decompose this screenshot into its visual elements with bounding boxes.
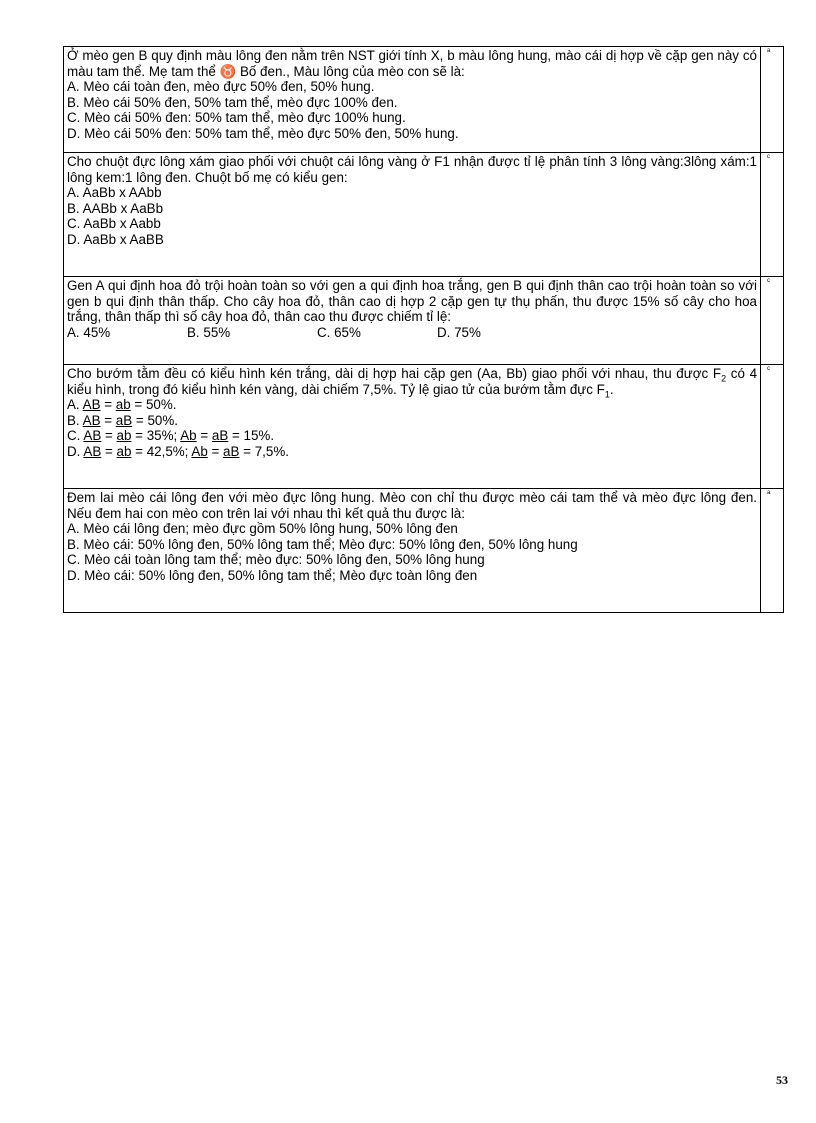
option: B. AABb x AaBb — [67, 200, 164, 216]
option: A. Mèo cái toàn đen, mèo đực 50% đen, 50% hung. — [67, 79, 375, 95]
option: D. 75% — [437, 324, 481, 340]
option: D. AB = ab = 42,5%; Ab = aB = 7,5%. — [67, 443, 289, 459]
answer-cell — [761, 153, 784, 277]
question-cell — [64, 489, 761, 613]
option: D. AaBb x AaBB — [67, 231, 164, 247]
question-row — [64, 153, 784, 277]
option: B. AB = aB = 50%. — [67, 412, 178, 428]
option: C. 65% — [317, 324, 361, 340]
options-row — [67, 325, 757, 341]
option: C. AaBb x Aabb — [67, 216, 161, 232]
question-stem: Gen A qui định hoa đỏ trội hoàn toàn so với gen a qui định hoa trắng, gen B qui định thân cao trội hoàn toàn so với gen b qui định thân thấp. Cho cây hoa đỏ, thân cao dị hợp 2 cặp gen tự thụ phấn, thu được 15% số cây cho hoa trắng, thân thấp thì số cây hoa đỏ, thân cao thu được chiếm tỉ lệ: — [67, 278, 757, 325]
question-table — [63, 46, 784, 613]
answer-cell — [761, 277, 784, 365]
answer-key: c — [767, 154, 770, 160]
question-row — [64, 277, 784, 365]
option: B. Mèo cái: 50% lông đen, 50% lông tam thể; Mèo đực: 50% lông đen, 50% lông hung — [67, 536, 578, 552]
option: B. Mèo cái 50% đen, 50% tam thể, mèo đực 100% đen. — [67, 94, 398, 110]
option: A. Mèo cái lông đen; mèo đực gồm 50% lông hung, 50% lông đen — [67, 521, 458, 537]
option: C. AB = ab = 35%; Ab = aB = 15%. — [67, 428, 275, 444]
option: A. 45% — [67, 324, 111, 340]
question-stem: Cho bướm tằm đều có kiểu hình kén trắng, dài dị hợp hai cặp gen (Aa, Bb) giao phối với nhau, thu được $F_2$ có 4 kiểu hình, trong đó kiểu hình kén vàng, dài chiếm 7,5%. Tỷ lệ giao tử của bướm tằm đực $F_1$. — [67, 366, 758, 400]
page-number: 53 — [776, 1073, 788, 1087]
question-row — [64, 489, 784, 613]
question-stem: Cho chuột đực lông xám giao phối với chuột cái lông vàng ở F1 nhận được tỉ lệ phân tính 3 lông vàng:3lông xám:1 lông kem:1 lông đen. Chuột bố mẹ có kiểu gen: — [67, 154, 757, 185]
option: C. Mèo cái toàn lông tam thể; mèo đực: 50% lông đen, 50% lông hung — [67, 552, 485, 568]
question-cell — [64, 277, 761, 365]
question-stem: Ở mèo gen B quy định màu lông đen nằm trên NST giới tính X, b màu lông hung, mào cái dị hợp về cặp gen này có màu tam thể. Mẹ tam thể ♉ Bố đen., Màu lông của mèo con sẽ là: — [67, 48, 757, 79]
answer-key: c — [767, 278, 770, 284]
question-cell — [64, 47, 761, 153]
option: C. Mèo cái 50% đen: 50% tam thể, mèo đực 100% hung. — [67, 110, 406, 126]
answer-key: c — [767, 366, 770, 372]
answer-key: a — [767, 48, 771, 54]
question-cell — [64, 153, 761, 277]
option: D. Mèo cái: 50% lông đen, 50% lông tam thể; Mèo đực toàn lông đen — [67, 567, 478, 583]
question-row — [64, 47, 784, 153]
question-cell — [64, 365, 761, 489]
answer-cell — [761, 489, 784, 613]
option: A. AaBb x AAbb — [67, 185, 162, 201]
option: B. 55% — [187, 324, 231, 340]
question-stem: Đem lai mèo cái lông đen với mèo đực lông hung. Mèo con chỉ thu được mèo cái tam thể và mèo đực lông đen. Nếu đem hai con mèo con trên lai với nhau thì kết quả thu được là: — [67, 490, 757, 521]
option: A. AB = ab = 50%. — [67, 397, 177, 413]
question-row — [64, 365, 784, 489]
answer-cell — [761, 47, 784, 153]
answer-key: a — [767, 490, 771, 496]
answer-cell — [761, 365, 784, 489]
option: D. Mèo cái 50% đen: 50% tam thể, mèo đực 50% đen, 50% hung. — [67, 125, 459, 141]
